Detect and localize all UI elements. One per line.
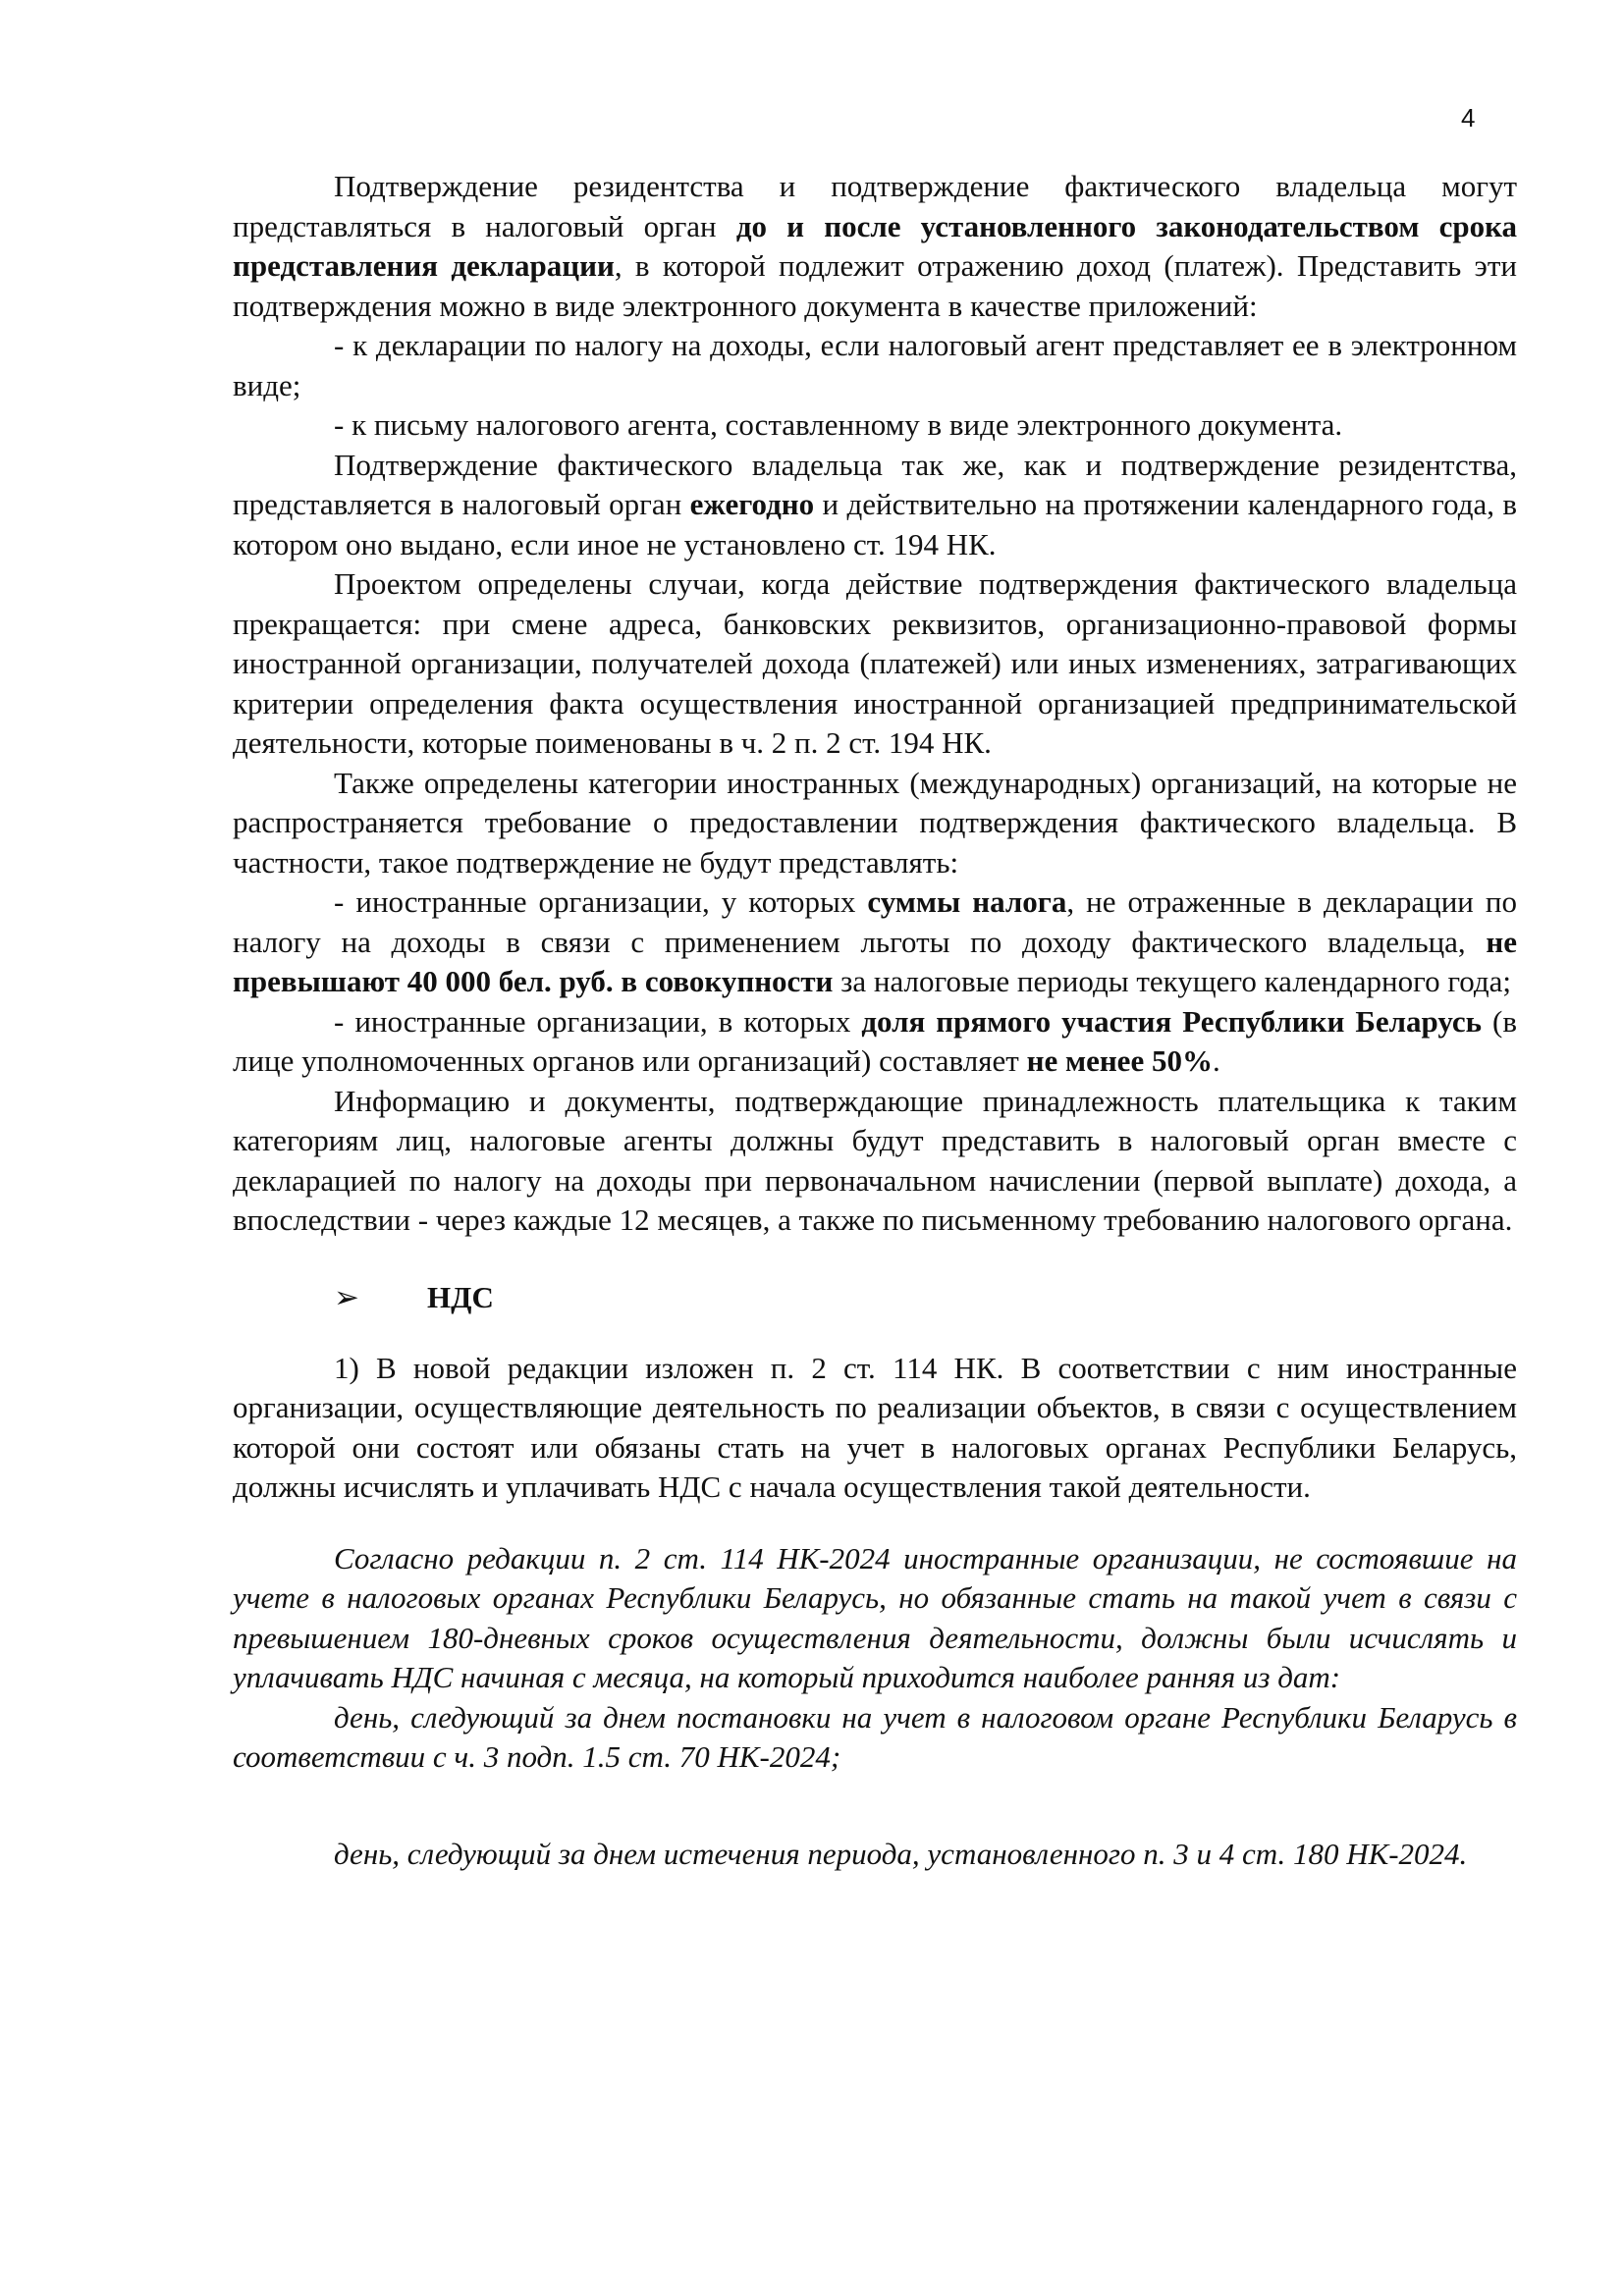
paragraph-confirmation-timing: Подтверждение резидентства и подтверждение фактического владельца могут представляться в налоговый орган до и после установленного законодательством срока представления декларации, в которой подлежит отражению доход (платеж). Представить эти подтверждения можно в виде электронного документа в качестве приложений: [233,169,1518,323]
emphasis-threshold: не превышают 40 000 бел. руб. в совокупности [233,924,1517,998]
list-item-registration-date: день, следующий за днем постановки на учет в налоговом органе Республики Беларусь в соответствии с ч. 3 подп. 1.5 ст. 70 НК-2024; [233,1699,1517,1774]
paragraph-vat-previous-edition: Согласно редакции п. 2 ст. 114 НК-2024 иностранные организации, не состоявшие на учете в налоговых органах Республики Беларусь, но обязанные стать на такой учет в связи с превышением 180-дневных сроков осуществления деятельности, должны были исчислять и уплачивать НДС начиная с месяца, на который приходится наиболее ранняя из дат: [233,1540,1517,1694]
section-heading-label: НДС [427,1279,494,1314]
paragraph-annual-submission: Подтверждение фактического владельца так же, как и подтверждение резидентства, представляется в налоговый орган ежегодно и действительно на протяжении календарного года, в котором оно выдано, если иное не установлено ст. 194 НК. [233,447,1517,561]
paragraph-exempt-categories: Также определены категории иностранных (международных) организаций, на которые не распространяется требование о предоставлении подтверждения фактического владельца. В частности, такое подтверждение не будут представлять: [233,765,1517,880]
page-number: 4 [1461,103,1476,133]
paragraph-termination-cases: Проектом определены случаи, когда действие подтверждения фактического владельца прекращается: при смене адреса, банковских реквизитов, организационно-правовой формы иностранной организации, получателей дохода (платежей) или иных изменениях, затрагивающих критерии определения факта осуществления иностранной организацией предпринимательской деятельности, которые поименованы в ч. 2 п. 2 ст. 194 НК. [233,566,1517,760]
emphasis-percent: не менее 50% [1026,1043,1213,1078]
list-item-period-expiry-date: день, следующий за днем истечения периода, установленного п. 3 и 4 ст. 180 НК-2024. [334,1836,1468,1871]
arrow-bullet-icon: ➢ [334,1279,359,1314]
emphasis-tax-amounts: суммы налога [867,884,1067,919]
section-heading-vat [233,1278,1517,1317]
emphasis-deadline: до и после установленного законодательством срока представления декларации [233,208,1518,283]
paragraph-vat-new-edition: 1) В новой редакции изложен п. 2 ст. 114 НК. В соответствии с ним иностранные организации, осуществляющие деятельность по реализации объектов, в связи с осуществлением которой они состоят или обязаны стать на учет в налоговых органах Республики Беларусь, должны исчислять и уплачивать НДС с начала осуществления такой деятельности. [233,1350,1517,1504]
list-item-declaration: - к декларации по налогу на доходы, если налоговый агент представляет ее в электронном виде; [233,328,1517,402]
emphasis-annually: ежегодно [689,487,815,521]
list-item-tax-threshold: - иностранные организации, у которых суммы налога, не отраженные в декларации по налогу на доходы в связи с применением льготы по доходу фактического владельца, не превышают 40 000 бел. руб. в совокупности за налоговые периоды текущего календарного года; [233,884,1517,998]
list-item-letter: - к письму налогового агента, составленному в виде электронного документа. [334,407,1343,442]
emphasis-state-share: доля прямого участия Республики Беларусь [861,1003,1483,1039]
list-item-state-share: - иностранные организации, в которых доля прямого участия Республики Беларусь (в лице уполномоченных органов или организаций) составляет не менее 50%. [233,1003,1517,1078]
paragraph-documents-submission: Информацию и документы, подтверждающие принадлежность плательщика к таким категориям лиц, налоговые агенты должны будут представить в налоговый орган вместе с декларацией по налогу на доходы при первоначальном начислении (первой выплате) дохода, а впоследствии - через каждые 12 месяцев, а также по письменному требованию налогового органа. [233,1083,1517,1237]
document-body [233,167,1517,1874]
